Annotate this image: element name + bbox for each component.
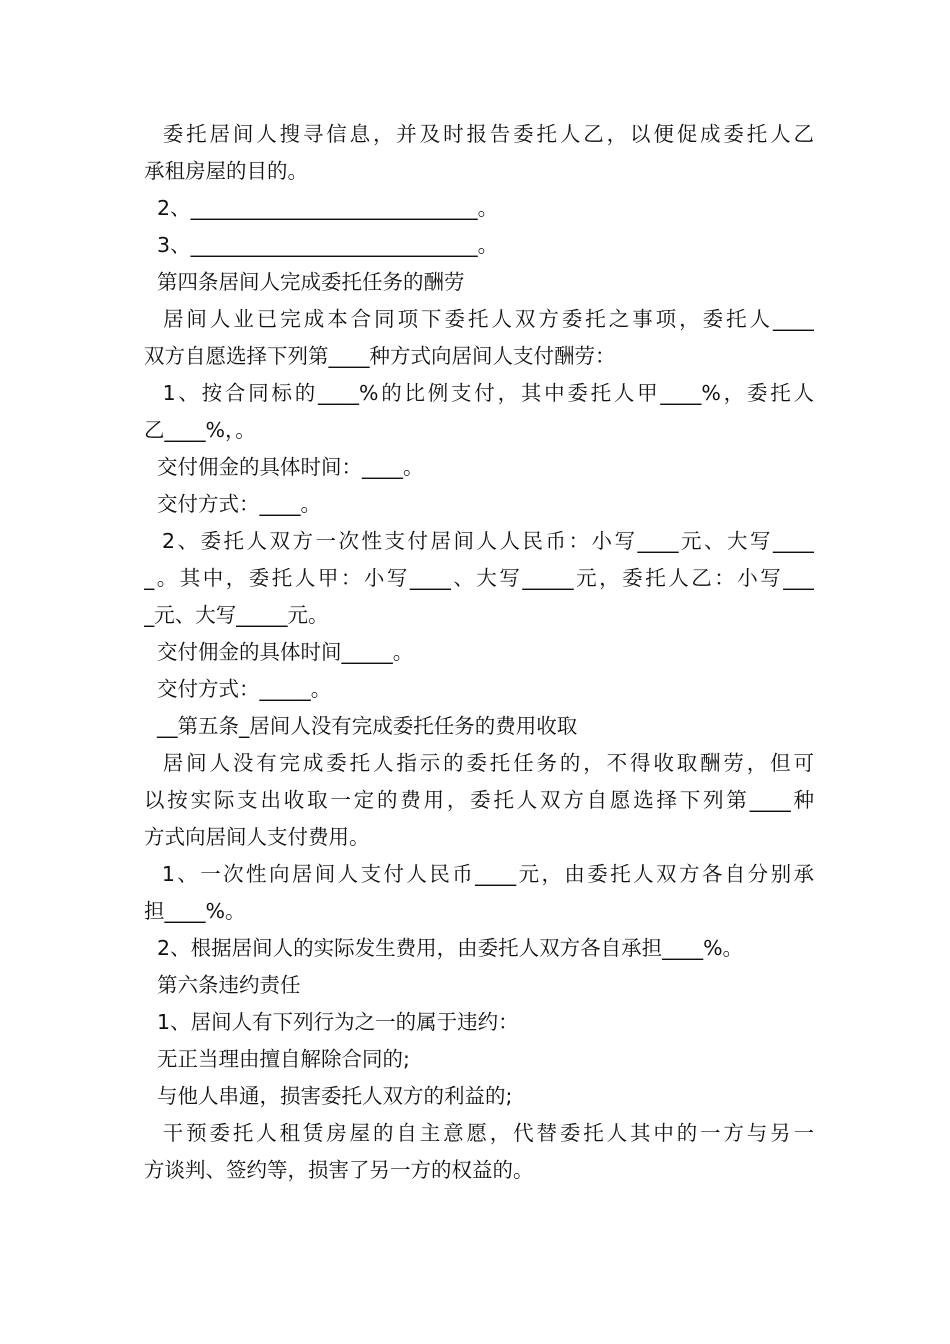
paragraph-line: 担____%。 <box>144 899 246 923</box>
paragraph-line: 居间人业已完成本合同项下委托人双方委托之事项，委托人____ <box>144 307 814 331</box>
paragraph-line: 2、____________________________。 <box>144 196 499 220</box>
paragraph-line: 2、委托人双方一次性支付居间人人民币：小写____元、大写____ <box>144 529 814 553</box>
paragraph-line: 交付方式：_____。 <box>144 677 332 701</box>
paragraph-line: 1、一次性向居间人支付人民币____元，由委托人双方各自分别承 <box>144 862 814 886</box>
paragraph-line: _元、大写_____元。 <box>144 603 329 627</box>
paragraph-line: 委托居间人搜寻信息，并及时报告委托人乙，以便促成委托人乙 <box>144 122 814 146</box>
paragraph-line: 方式向居间人支付费用。 <box>144 825 370 849</box>
paragraph-line: 交付方式：____。 <box>144 492 322 516</box>
paragraph-line: 3、____________________________。 <box>144 233 499 257</box>
paragraph-line: 1、按合同标的____%的比例支付，其中委托人甲____%，委托人 <box>144 381 814 405</box>
paragraph-line: 无正当理由擅自解除合同的; <box>144 1047 410 1071</box>
paragraph-line: 以按实际支出收取一定的费用，委托人双方自愿选择下列第____种 <box>144 788 814 812</box>
paragraph-line: 干预委托人租赁房屋的自主意愿，代替委托人其中的一方与另一 <box>144 1121 814 1145</box>
section-heading: 第六条违约责任 <box>144 973 301 997</box>
paragraph-line: _。其中，委托人甲：小写____、大写_____元，委托人乙：小写___ <box>144 566 814 590</box>
section-heading: __第五条_居间人没有完成委托任务的费用收取 <box>144 714 578 738</box>
paragraph-line: 方谈判、签约等，损害了另一方的权益的。 <box>144 1158 534 1182</box>
paragraph-line: 与他人串通，损害委托人双方的利益的; <box>144 1084 513 1108</box>
paragraph-line: 承租房屋的目的。 <box>144 159 308 183</box>
paragraph-line: 交付佣金的具体时间_____。 <box>144 640 414 664</box>
contract-text <box>144 116 814 1189</box>
paragraph-line: 双方自愿选择下列第____种方式向居间人支付酬劳： <box>144 344 616 368</box>
paragraph-line: 交付佣金的具体时间：____。 <box>144 455 424 479</box>
section-heading: 第四条居间人完成委托任务的酬劳 <box>144 270 465 294</box>
paragraph-line: 2、根据居间人的实际发生费用，由委托人双方各自承担____%。 <box>144 936 744 960</box>
paragraph-line: 乙____%，。 <box>144 418 256 442</box>
paragraph-line: 居间人没有完成委托人指示的委托任务的，不得收取酬劳，但可 <box>144 751 814 775</box>
paragraph-line: 1、居间人有下列行为之一的属于违约： <box>144 1010 519 1034</box>
